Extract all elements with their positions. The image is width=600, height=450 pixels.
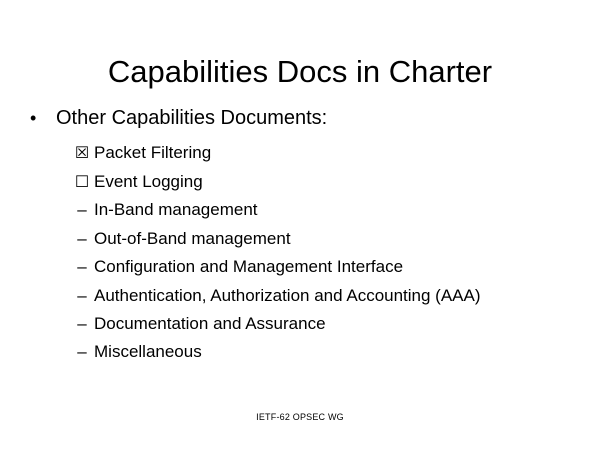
- list-item: [70, 253, 590, 281]
- list-item-label: Event Logging: [94, 171, 203, 191]
- list-item: [70, 168, 590, 197]
- list-item-label: Configuration and Management Interface: [94, 257, 404, 277]
- dash-bullet-icon: –: [77, 200, 87, 220]
- list-item-label: Miscellaneous: [94, 342, 202, 362]
- dash-bullet-icon: –: [77, 313, 87, 333]
- slide-body: [30, 106, 590, 367]
- slide-footer: IETF-62 OPSEC WG: [256, 412, 344, 422]
- dash-bullet-icon: –: [77, 257, 87, 277]
- checked-box-icon: ☒: [74, 145, 90, 162]
- list-item-label: Authentication, Authorization and Accounting (AAA): [94, 285, 481, 305]
- list-item-label: Out-of-Band management: [94, 228, 291, 248]
- list-item-label: In-Band management: [94, 200, 258, 220]
- dash-bullet-icon: –: [77, 285, 87, 305]
- list-item-label: Packet Filtering: [94, 143, 212, 162]
- round-bullet-icon: •: [30, 108, 37, 128]
- list-item: [70, 225, 590, 253]
- list-item: [70, 338, 590, 366]
- list-item: [70, 139, 590, 168]
- dash-bullet-icon: –: [77, 228, 87, 248]
- page-title: Capabilities Docs in Charter: [107, 53, 493, 89]
- list-item: [30, 106, 590, 131]
- dash-bullet-icon: –: [77, 342, 87, 362]
- list-item-label: Documentation and Assurance: [94, 313, 326, 333]
- list-item: [70, 196, 590, 224]
- sub-list: [70, 139, 590, 367]
- list-item-label: Other Capabilities Documents:: [56, 107, 328, 129]
- empty-box-icon: ☐: [74, 173, 90, 191]
- list-item: [70, 282, 590, 310]
- list-item: [70, 310, 590, 338]
